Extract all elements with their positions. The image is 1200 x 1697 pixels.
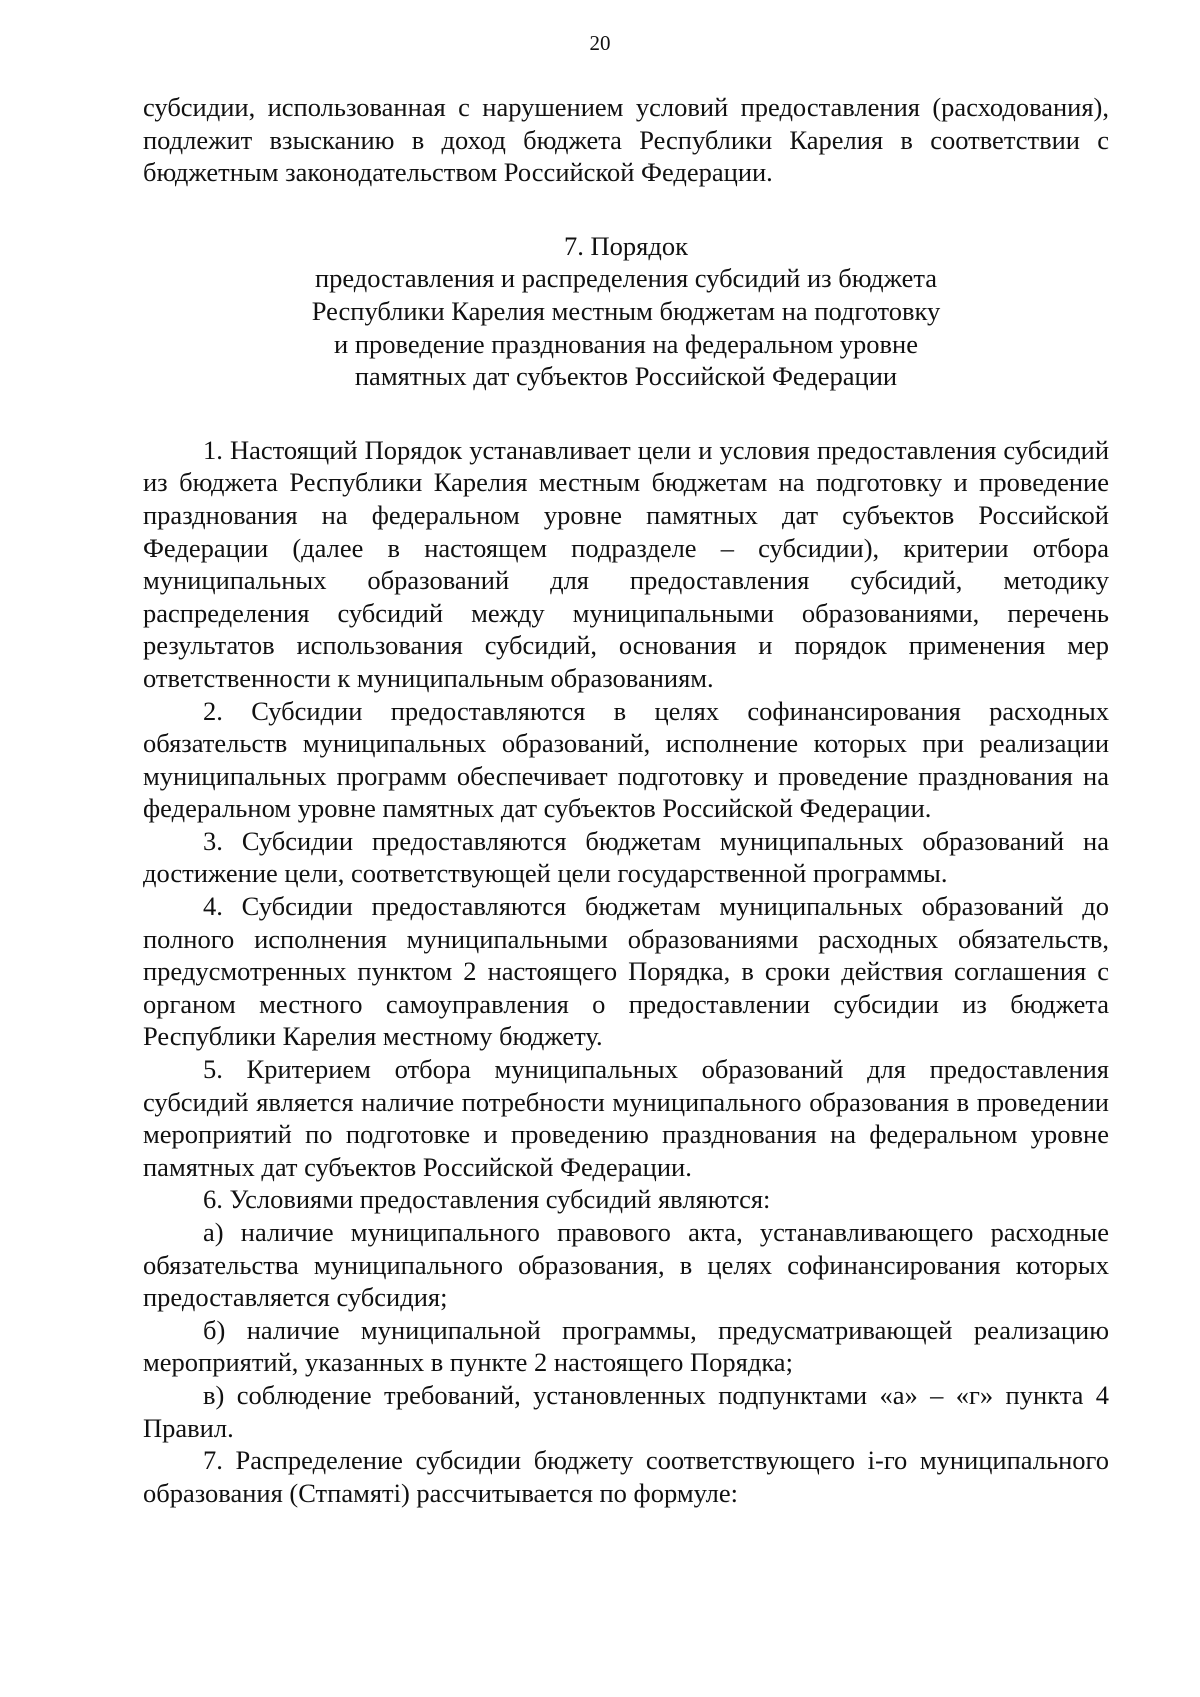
paragraph-6: 6. Условиями предоставления субсидий являются: <box>203 1184 771 1215</box>
paragraph-4: 4. Субсидии предоставляются бюджетам муниципальных образований до полного исполнения муниципальными образованиями расходных обязательств, предусмотренных пунктом 2 настоящего Порядка, в сроки действия соглашения с органом местного самоуправления о предоставлении субсидии из бюджета Республики Карелия местному бюджету. <box>143 891 1109 1052</box>
paragraph-3: 3. Субсидии предоставляются бюджетам муниципальных образований на достижение цели, соответствующей цели государственной программы. <box>143 825 1109 889</box>
intro-paragraph: субсидии, использованная с нарушением условий предоставления (расходования), подлежит взысканию в доход бюджета Республики Карелия в соответствии с бюджетным законодательством Российской Федерации. <box>143 92 1109 188</box>
section-title-line: памятных дат субъектов Российской Федерации <box>354 361 898 392</box>
paragraph-5: 5. Критерием отбора муниципальных образований для предоставления субсидий является наличие потребности муниципального образования в проведении мероприятий по подготовке и проведению празднования на федеральном уровне памятных дат субъектов Российской Федерации. <box>143 1054 1109 1182</box>
paragraph-2: 2. Субсидии предоставляются в целях софинансирования расходных обязательств муниципальных образований, исполнение которых при реализации муниципальных программ обеспечивает подготовку и проведение празднования на федеральном уровне памятных дат субъектов Российской Федерации. <box>143 695 1109 824</box>
subparagraph-a: а) наличие муниципального правового акта, устанавливающего расходные обязательства муниципального образования, в целях софинансирования которых предоставляется субсидия; <box>143 1217 1109 1313</box>
paragraph-7: 7. Распределение субсидии бюджету соответствующего i-го муниципального образования (Стпамяті) рассчитывается по формуле: <box>143 1445 1109 1508</box>
section-title-line: предоставления и распределения субсидий из бюджета <box>314 263 938 294</box>
section-title-line: 7. Порядок <box>564 230 688 261</box>
section-heading <box>143 230 1109 393</box>
document-body <box>143 91 1109 1509</box>
subparagraph-b: б) наличие муниципальной программы, предусматривающей реализацию мероприятий, указанных в пункте 2 настоящего Порядка; <box>143 1314 1109 1378</box>
section-title-line: и проведение празднования на федеральном уровне <box>334 328 918 359</box>
subparagraph-v: в) соблюдение требований, установленных подпунктами «а» – «г» пункта 4 Правил. <box>143 1379 1109 1443</box>
section-title-line: Республики Карелия местным бюджетам на подготовку <box>311 295 941 326</box>
paragraph-1: 1. Настоящий Порядок устанавливает цели и условия предоставления субсидий из бюджета Республики Карелия местным бюджетам на подготовку и проведение празднования на федеральном уровне памятных дат субъектов Российской Федерации (далее в настоящем подразделе – субсидии), критерии отбора муниципальных образований для предоставления субсидий, методику распределения субсидий между муниципальными образованиями, перечень результатов использования субсидий, основания и порядок применения мер ответственности к муниципальным образованиям. <box>143 434 1109 693</box>
page-number: 20 <box>589 31 611 55</box>
